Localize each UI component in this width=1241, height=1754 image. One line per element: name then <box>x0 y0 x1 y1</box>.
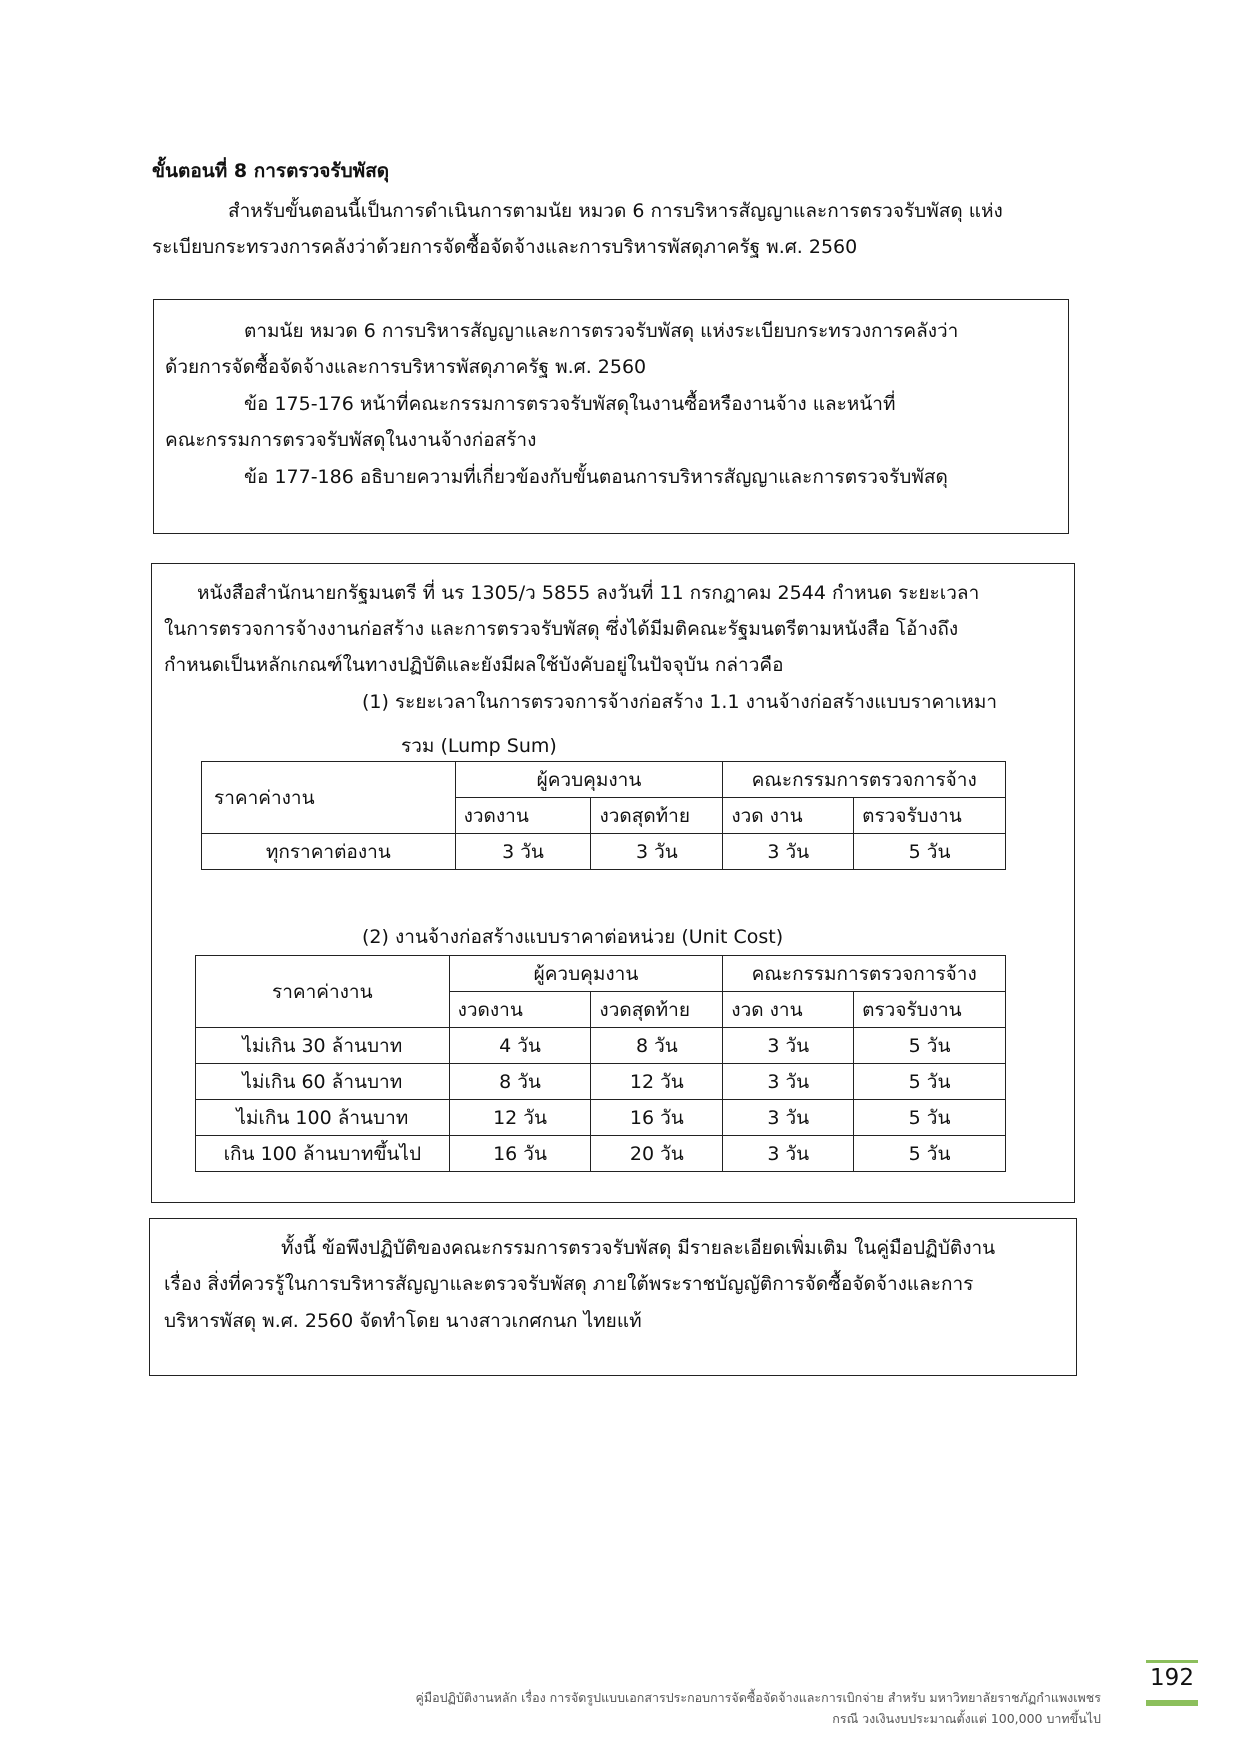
regulation-line: ข้อ 177-186 อธิบายความที่เกี่ยวข้องกับขั้นตอนการบริหารสัญญาและการตรวจรับพัสดุ <box>244 466 948 488</box>
table-cell: 4 วัน <box>449 1028 591 1064</box>
table-cell: 5 วัน <box>854 1064 1006 1100</box>
price-header: ราคาค่างาน <box>202 762 456 834</box>
row-label: เกิน 100 ล้านบาทขึ้นไป <box>196 1136 450 1172</box>
table-cell: 16 วัน <box>591 1100 723 1136</box>
regulation-line: ตามนัย หมวด 6 การบริหารสัญญาและการตรวจรับพัสดุ แห่งระเบียบกระทรวงการคลังว่า <box>244 320 959 342</box>
item-1-title: (1) ระยะเวลาในการตรวจการจ้างก่อสร้าง 1.1 งานจ้างก่อสร้างแบบราคาเหมา <box>362 691 998 713</box>
table-cell: 8 วัน <box>449 1064 591 1100</box>
section-heading: ขั้นตอนที่ 8 การตรวจรับพัสดุ <box>152 160 390 182</box>
table-row <box>202 834 1006 870</box>
table-row <box>196 1028 1006 1064</box>
table-cell: 3 วัน <box>723 1064 854 1100</box>
intro-line-2: ระเบียบกระทรวงการคลังว่าด้วยการจัดซื้อจัดจ้างและการบริหารพัสดุภาครัฐ พ.ศ. 2560 <box>152 236 858 258</box>
committee-header: คณะกรรมการตรวจการจ้าง <box>723 956 1006 992</box>
sub-header: งวด งาน <box>723 992 854 1028</box>
committee-header: คณะกรรมการตรวจการจ้าง <box>723 762 1006 798</box>
sub-header: ตรวจรับงาน <box>854 992 1006 1028</box>
letter-line: ในการตรวจการจ้างงานก่อสร้าง และการตรวจรับพัสดุ ซึ่งได้มีมติคณะรัฐมนตรีตามหนังสือ โอ้างถึง <box>164 618 959 640</box>
sub-header: งวดสุดท้าย <box>591 992 723 1028</box>
row-label: ทุกราคาต่องาน <box>202 834 456 870</box>
table-row <box>196 1136 1006 1172</box>
table-cell: 20 วัน <box>591 1136 723 1172</box>
table-cell: 3 วัน <box>723 1136 854 1172</box>
sub-header: งวดงาน <box>449 992 591 1028</box>
table-row <box>196 1100 1006 1136</box>
price-header: ราคาค่างาน <box>196 956 450 1028</box>
note-line: ทั้งนี้ ข้อพึงปฏิบัติของคณะกรรมการตรวจรับพัสดุ มีรายละเอียดเพิ่มเติม ในคู่มือปฏิบัติงาน <box>281 1237 996 1259</box>
row-label: ไม่เกิน 30 ล้านบาท <box>196 1028 450 1064</box>
note-line: บริหารพัสดุ พ.ศ. 2560 จัดทำโดย นางสาวเกศกนก ไทยแท้ <box>164 1310 642 1332</box>
table-cell: 5 วัน <box>854 834 1006 870</box>
table-cell: 12 วัน <box>449 1100 591 1136</box>
table-cell: 12 วัน <box>591 1064 723 1100</box>
footer-line-2: กรณี วงเงินงบประมาณตั้งแต่ 100,000 บาทขึ้นไป <box>832 1711 1101 1726</box>
table-cell: 3 วัน <box>591 834 723 870</box>
supervisor-header: ผู้ควบคุมงาน <box>455 762 723 798</box>
item-1-title-cont: รวม (Lump Sum) <box>401 735 557 757</box>
table-row <box>196 1064 1006 1100</box>
note-line: เรื่อง สิ่งที่ควรรู้ในการบริหารสัญญาและตรวจรับพัสดุ ภายใต้พระราชบัญญัติการจัดซื้อจัดจ้างและการ <box>164 1273 974 1295</box>
sub-header: งวดงาน <box>455 798 591 834</box>
page-number-bottom-rule <box>1146 1700 1198 1706</box>
supervisor-header: ผู้ควบคุมงาน <box>449 956 723 992</box>
row-label: ไม่เกิน 60 ล้านบาท <box>196 1064 450 1100</box>
table-cell: 3 วัน <box>723 1100 854 1136</box>
item-2-title: (2) งานจ้างก่อสร้างแบบราคาต่อหน่วย (Unit Cost) <box>362 926 784 948</box>
regulation-box <box>153 299 1069 534</box>
sub-header: งวด งาน <box>723 798 854 834</box>
intro-line-1: สำหรับขั้นตอนนี้เป็นการดำเนินการตามนัย หมวด 6 การบริหารสัญญาและการตรวจรับพัสดุ แห่ง <box>228 200 1003 222</box>
letter-line: หนังสือสำนักนายกรัฐมนตรี ที่ นร 1305/ว 5855 ลงวันที่ 11 กรกฎาคม 2544 กำหนด ระยะเวลา <box>197 582 980 604</box>
letter-line: กำหนดเป็นหลักเกณฑ์ในทางปฏิบัติและยังมีผลใช้บังคับอยู่ในปัจจุบัน กล่าวคือ <box>164 654 784 676</box>
unit-cost-table <box>195 955 1006 1172</box>
prime-minister-letter-box <box>151 563 1075 1203</box>
table-cell: 5 วัน <box>854 1028 1006 1064</box>
lump-sum-table <box>201 761 1006 870</box>
table-cell: 5 วัน <box>854 1136 1006 1172</box>
regulation-line: ด้วยการจัดซื้อจัดจ้างและการบริหารพัสดุภาครัฐ พ.ศ. 2560 <box>165 356 647 378</box>
table-cell: 5 วัน <box>854 1100 1006 1136</box>
sub-header: งวดสุดท้าย <box>591 798 723 834</box>
sub-header: ตรวจรับงาน <box>854 798 1006 834</box>
table-cell: 3 วัน <box>723 1028 854 1064</box>
row-label: ไม่เกิน 100 ล้านบาท <box>196 1100 450 1136</box>
table-cell: 8 วัน <box>591 1028 723 1064</box>
footer-line-1: คู่มือปฏิบัติงานหลัก เรื่อง การจัดรูปแบบเอกสารประกอบการจัดซื้อจัดจ้างและการเบิกจ่าย สำหรับ มหาวิทยาลัยราชภัฏกำแพงเพชร <box>415 1690 1101 1705</box>
regulation-line: ข้อ 175-176 หน้าที่คณะกรรมการตรวจรับพัสดุในงานซื้อหรืองานจ้าง และหน้าที่ <box>244 393 896 415</box>
table-cell: 3 วัน <box>723 834 854 870</box>
note-box <box>149 1218 1077 1376</box>
page-number: 192 <box>1150 1665 1194 1691</box>
table-cell: 3 วัน <box>455 834 591 870</box>
regulation-line: คณะกรรมการตรวจรับพัสดุในงานจ้างก่อสร้าง <box>165 429 537 451</box>
table-cell: 16 วัน <box>449 1136 591 1172</box>
